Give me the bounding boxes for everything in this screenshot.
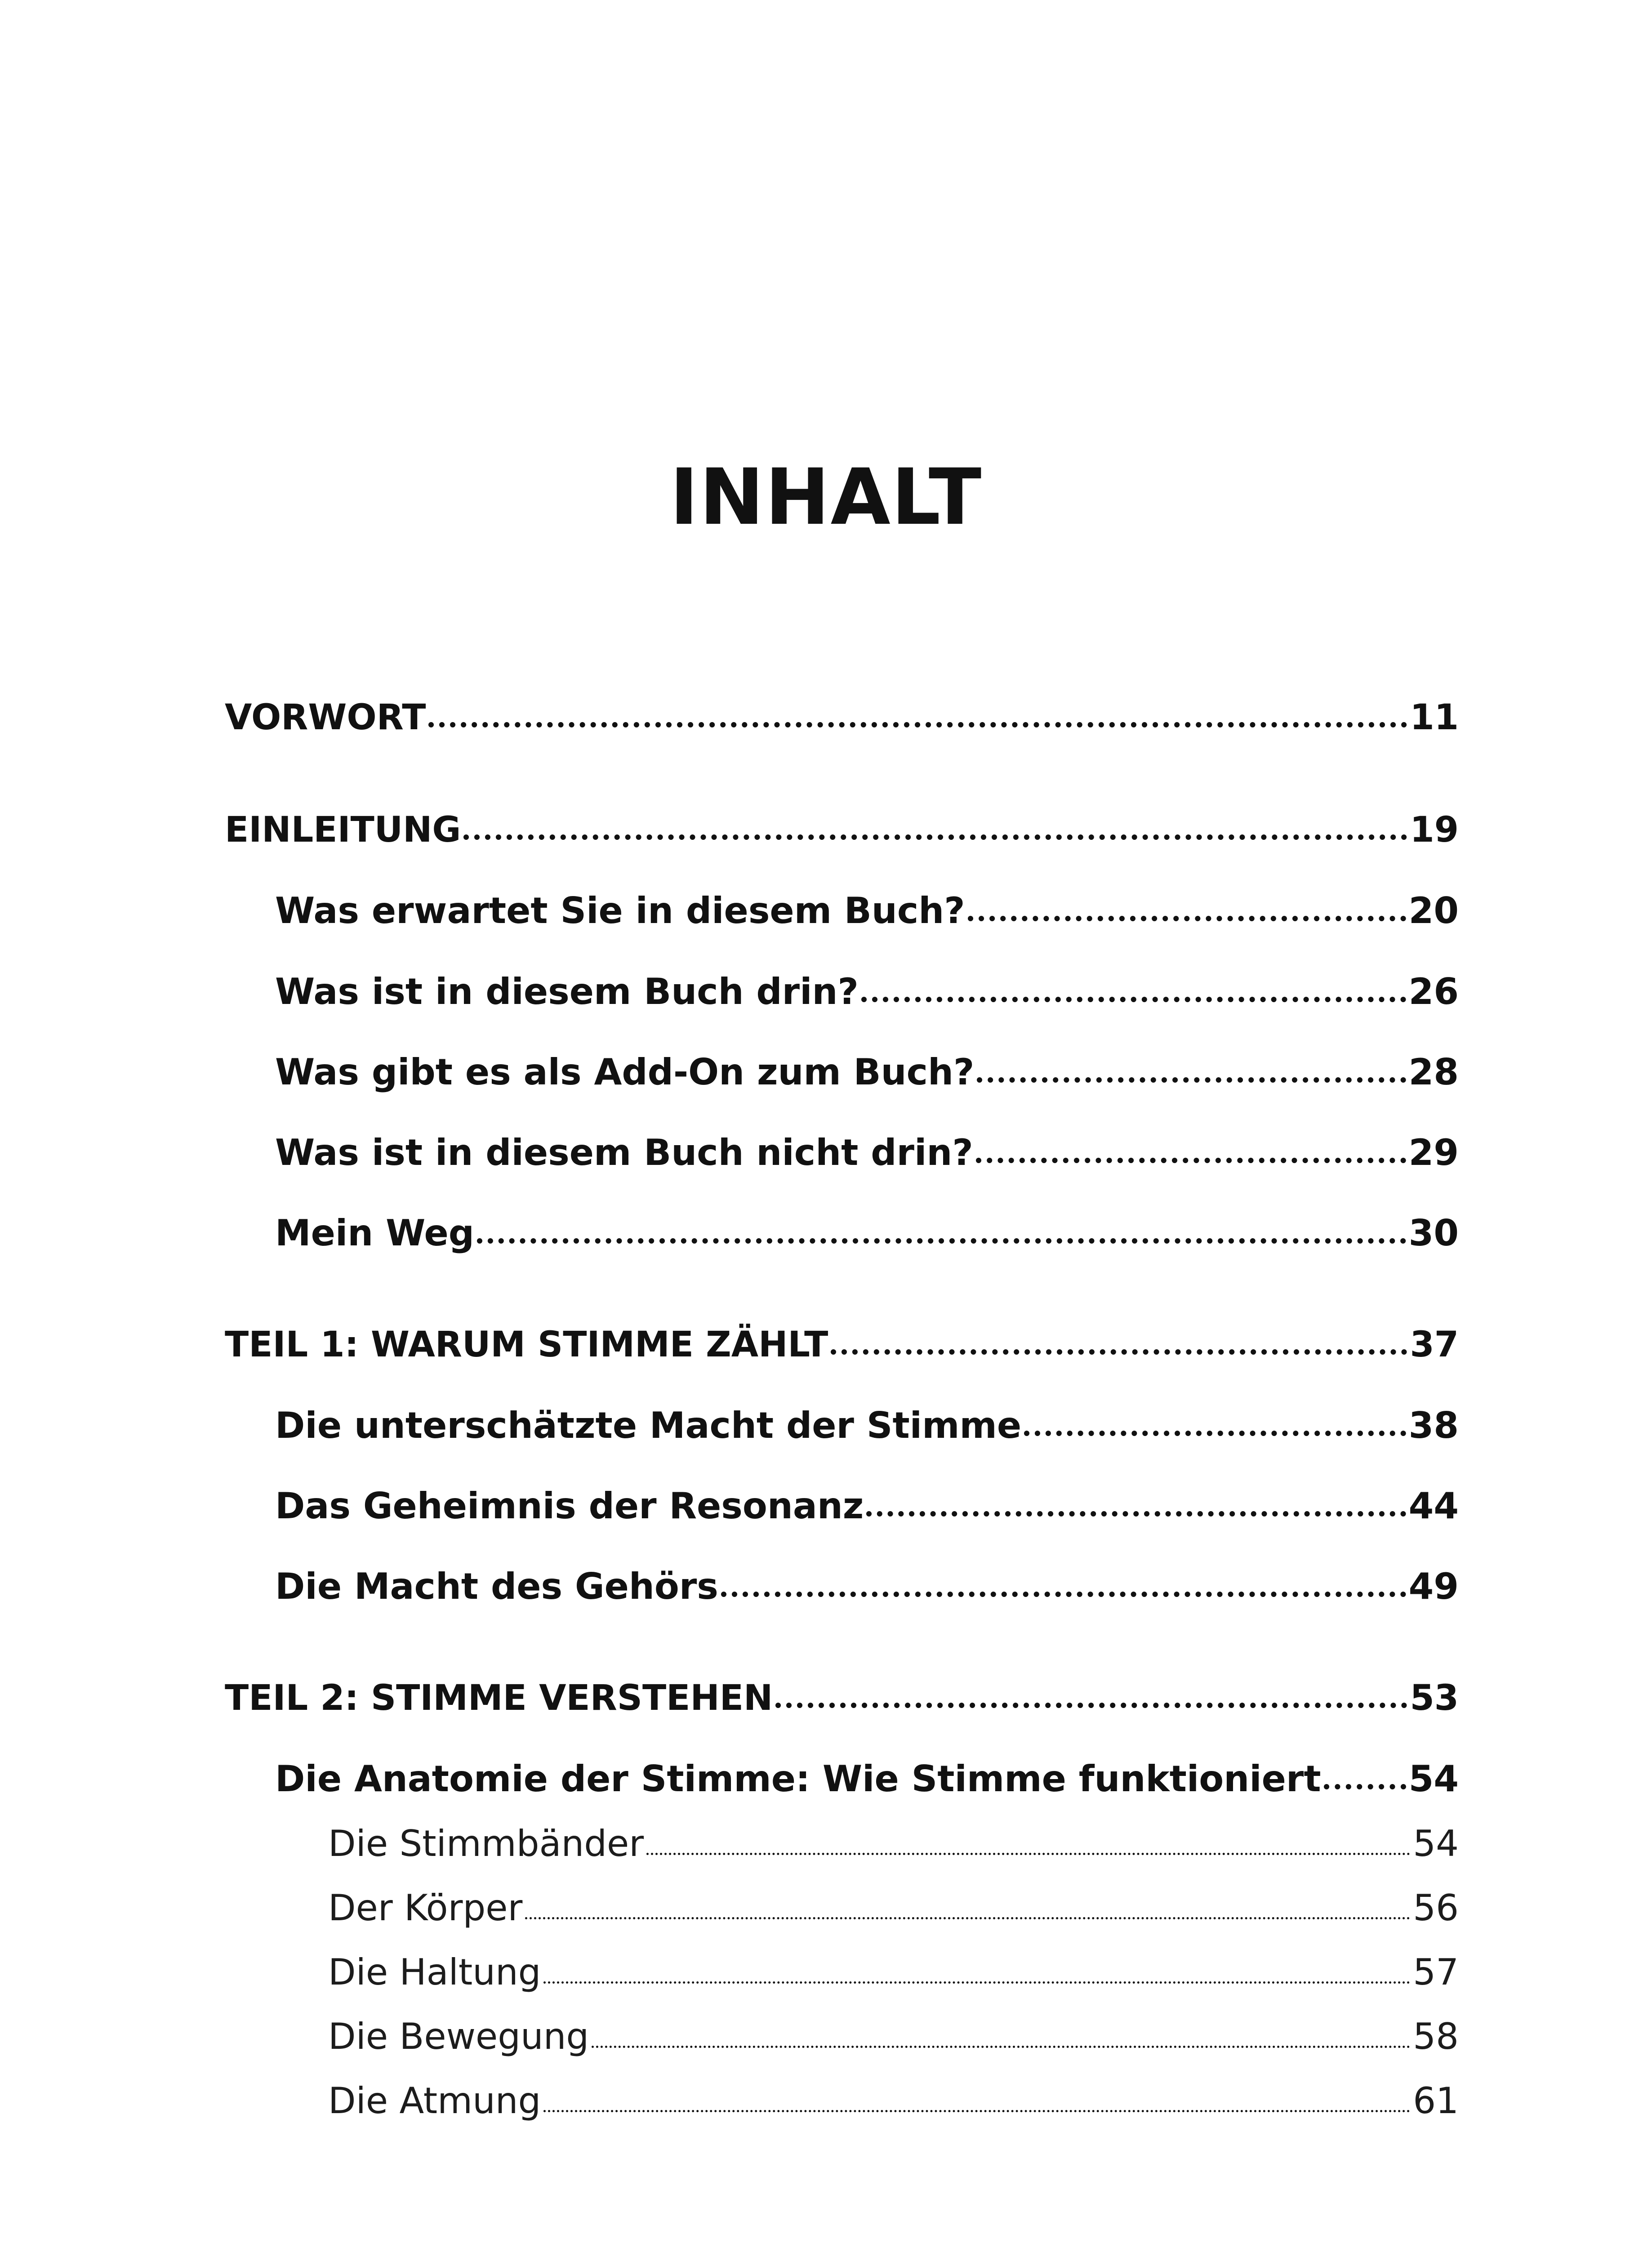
toc-entry-page: 30 <box>1408 1212 1459 1254</box>
toc-entry-atmung[interactable] <box>328 2080 1459 2122</box>
toc-entry-teil-1[interactable] <box>225 1325 1459 1365</box>
toc-entry-page: 11 <box>1410 697 1459 738</box>
toc-entry-page: 37 <box>1410 1325 1459 1365</box>
toc-entry-anatomie-stimme[interactable] <box>275 1758 1459 1800</box>
toc-entry-page: 58 <box>1413 2016 1459 2057</box>
toc-entry-label: EINLEITUNG <box>225 810 461 850</box>
toc-entry-page: 54 <box>1408 1758 1459 1800</box>
dot-leader <box>861 997 1406 1002</box>
toc-entry-was-ist-drin[interactable] <box>275 971 1459 1012</box>
dot-leader <box>646 1853 1410 1855</box>
dot-leader <box>543 1981 1410 1984</box>
dot-leader <box>976 1158 1406 1163</box>
dot-leader <box>525 1917 1410 1919</box>
toc-entry-label: Die Bewegung <box>328 2016 589 2057</box>
toc-entry-label: TEIL 2: STIMME VERSTEHEN <box>225 1678 773 1718</box>
toc-entry-macht-gehoer[interactable] <box>275 1566 1459 1607</box>
toc-entry-add-on[interactable] <box>275 1051 1459 1093</box>
toc-entry-label: Der Körper <box>328 1887 523 1929</box>
toc-entry-page: 28 <box>1408 1051 1459 1093</box>
dot-leader <box>1024 1431 1406 1436</box>
dot-leader <box>775 1703 1407 1708</box>
toc-entry-unterschaetzte-macht[interactable] <box>275 1405 1459 1446</box>
toc-entry-page: 53 <box>1410 1678 1459 1718</box>
toc-entry-page: 49 <box>1408 1566 1459 1607</box>
toc-entry-label: Was gibt es als Add-On zum Buch? <box>275 1051 975 1093</box>
toc-entry-page: 38 <box>1408 1405 1459 1446</box>
toc-entry-geheimnis-resonanz[interactable] <box>275 1485 1459 1527</box>
toc-entry-label: Die unterschätzte Macht der Stimme <box>275 1405 1022 1446</box>
toc-entry-page: 29 <box>1408 1132 1459 1173</box>
toc-entry-nicht-drin[interactable] <box>275 1132 1459 1173</box>
toc-entry-label: TEIL 1: WARUM STIMME ZÄHLT <box>225 1325 828 1365</box>
dot-leader <box>428 722 1407 727</box>
toc-entry-label: Das Geheimnis der Resonanz <box>275 1485 864 1527</box>
toc-entry-mein-weg[interactable] <box>275 1212 1459 1254</box>
toc-entry-label: Die Haltung <box>328 1951 541 1993</box>
dot-leader <box>543 2110 1410 2112</box>
dot-leader <box>831 1349 1407 1355</box>
toc-entry-page: 19 <box>1410 810 1459 850</box>
toc-entry-label: Die Atmung <box>328 2080 541 2122</box>
toc-entry-label: Mein Weg <box>275 1212 475 1254</box>
dot-leader <box>477 1238 1406 1244</box>
toc-entry-page: 26 <box>1408 971 1459 1012</box>
toc-entry-label: Die Anatomie der Stimme: Wie Stimme funktioniert <box>275 1758 1321 1800</box>
toc-entry-page: 20 <box>1408 890 1459 932</box>
toc-entry-teil-2[interactable] <box>225 1678 1459 1718</box>
toc-entry-vorwort[interactable] <box>225 697 1459 738</box>
dot-leader <box>977 1077 1406 1083</box>
toc-entry-stimmbaender[interactable] <box>328 1823 1459 1864</box>
toc-entry-label: Was erwartet Sie in diesem Buch? <box>275 890 965 932</box>
dot-leader <box>866 1511 1406 1517</box>
dot-leader <box>721 1592 1406 1597</box>
toc-entry-page: 57 <box>1413 1951 1459 1993</box>
toc-entry-page: 56 <box>1413 1887 1459 1929</box>
toc-entry-einleitung[interactable] <box>225 810 1459 850</box>
toc-entry-label: Was ist in diesem Buch nicht drin? <box>275 1132 973 1173</box>
dot-leader <box>463 834 1407 840</box>
toc-entry-label: Die Macht des Gehörs <box>275 1566 718 1607</box>
toc-entry-haltung[interactable] <box>328 1951 1459 1993</box>
page-title: INHALT <box>669 452 983 542</box>
dot-leader <box>1324 1784 1406 1789</box>
dot-leader <box>968 916 1406 921</box>
toc-entry-koerper[interactable] <box>328 1887 1459 1929</box>
toc-entry-label: Die Stimmbänder <box>328 1823 644 1864</box>
toc-entry-page: 61 <box>1413 2080 1459 2122</box>
dot-leader <box>592 2046 1410 2048</box>
toc-entry-page: 44 <box>1408 1485 1459 1527</box>
toc-entry-label: VORWORT <box>225 697 426 738</box>
toc-entry-bewegung[interactable] <box>328 2016 1459 2057</box>
toc-entry-was-erwartet-sie[interactable] <box>275 890 1459 932</box>
toc-entry-label: Was ist in diesem Buch drin? <box>275 971 859 1012</box>
toc-entry-page: 54 <box>1413 1823 1459 1864</box>
